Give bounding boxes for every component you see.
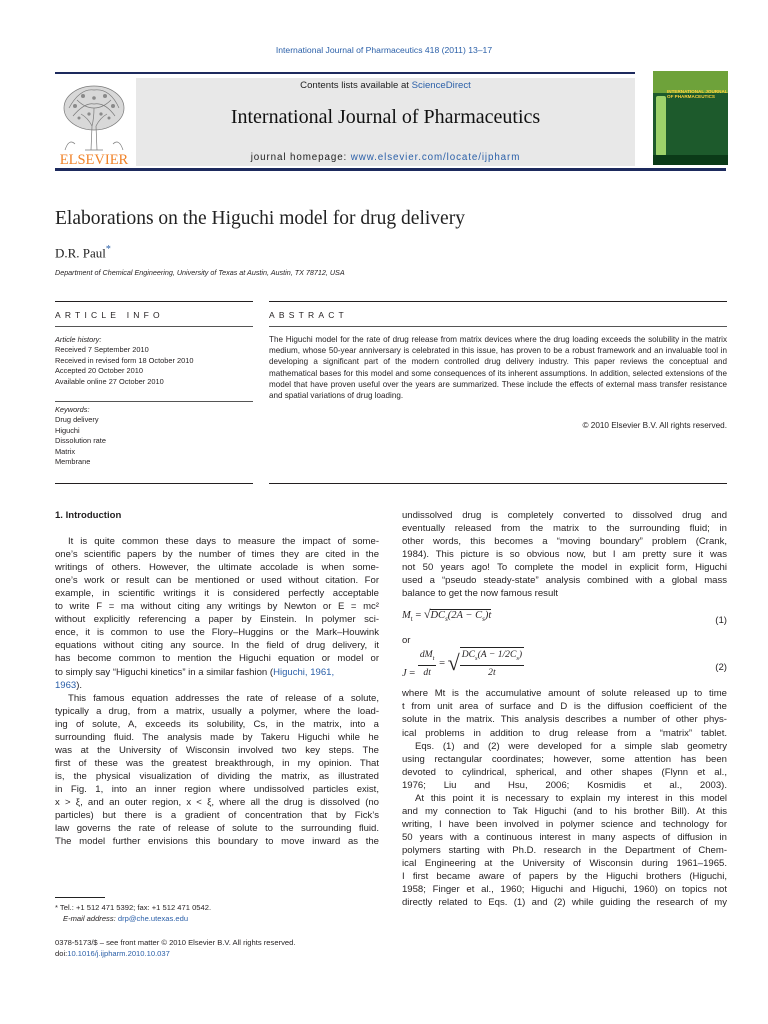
abstract-copyright: © 2010 Elsevier B.V. All rights reserved. xyxy=(582,421,727,430)
text-line: directly related to Eqs. (1) and (2) while guiding the research of my xyxy=(402,897,727,909)
history-item: Available online 27 October 2010 xyxy=(55,376,164,386)
text-line: It is quite common these days to measure the impact of some- xyxy=(68,536,379,548)
text-line: and my connection to Tak Higuchi (and to his brother Bill). At this xyxy=(402,805,727,817)
keywords xyxy=(55,405,253,467)
author-footnote xyxy=(55,903,211,924)
doi-link[interactable]: 10.1016/j.ijpharm.2010.10.037 xyxy=(67,949,170,958)
text-line: used a “pseudo steady-state” analysis combined with a global mass xyxy=(402,575,727,587)
text-line: example, in scientific writings it is considered perfectly acceptable xyxy=(55,588,379,600)
homepage-line xyxy=(136,152,635,163)
abstract-heading: ABSTRACT xyxy=(269,310,348,320)
author-email-link[interactable]: drp@che.utexas.edu xyxy=(117,913,189,923)
text-line: in Fig. 1, into an inner region where undissolved particles exist, xyxy=(55,783,379,795)
citation-link[interactable]: Higuchi, 1961, xyxy=(273,666,335,678)
equation-1: $M_t = √DC_s(2A - C_s)t$ (1) xyxy=(402,607,727,627)
paragraph-continued xyxy=(402,509,727,600)
text-line: 1984). This picture is so obvious now, but I am pretty sure it was xyxy=(402,549,727,561)
keyword: Membrane xyxy=(55,457,91,467)
paragraph-eqs-and-history xyxy=(402,687,727,909)
homepage-prefix: journal homepage: xyxy=(250,152,351,163)
paragraph-2 xyxy=(55,692,379,849)
article-info-heading: ARTICLE INFO xyxy=(55,310,164,320)
text-line: other words, this becomes a “moving boundary” problem (Crank, xyxy=(402,536,727,548)
citation-link[interactable]: 1963 xyxy=(55,679,77,691)
history-item: Received in revised form 18 October 2010 xyxy=(55,355,194,365)
email-label: E-mail address: xyxy=(63,913,118,923)
corresponding-author-mark[interactable]: * xyxy=(105,244,111,255)
cover-bottle-graphic xyxy=(656,96,666,156)
text-line: balance to get the now famous result xyxy=(402,588,559,600)
issn-line: 0378-5173/$ – see front matter © 2010 Elsevier B.V. All rights reserved. xyxy=(55,938,296,947)
journal-name: International Journal of Pharmaceutics xyxy=(230,106,541,128)
text-line: At this point it is necessary to explain my interest in this model xyxy=(415,792,727,804)
history-label: Article history: xyxy=(55,335,102,344)
article-info-rule xyxy=(55,301,253,302)
section-heading-introduction: 1. Introduction xyxy=(55,510,122,521)
history-item: Accepted 20 October 2010 xyxy=(55,366,143,376)
affiliation: Department of Chemical Engineering, University of Texas at Austin, Austin, TX 78712, USA xyxy=(55,268,345,277)
or-text: or xyxy=(402,635,411,647)
text-line: 1976; Liu and Hsu, 2006; Kosmidis et al., 2003). xyxy=(402,779,727,791)
text-line: ical problems in addition to drug release from a “matrix” tablet. xyxy=(402,727,727,739)
homepage-link[interactable]: www.elsevier.com/locate/ijpharm xyxy=(350,152,521,163)
footnote-contact: * Tel.: +1 512 471 5392; fax: +1 512 471 0542. xyxy=(55,903,212,912)
text-line: ical Engineering at the University of Wisconsin during 1961–1965. xyxy=(402,857,727,869)
text-line: equations without citing any source. In the field of drug delivery, it xyxy=(55,640,379,652)
text-line: not 50 years ago! To complete the model in explicit form, Higuchi xyxy=(402,562,727,574)
text-line: ing of solute, A, exceeds its solubility, Cs, in the matrix, into a xyxy=(55,718,379,730)
contents-line xyxy=(136,80,635,91)
text-line: was at the University of Wisconsin involved two key steps. The xyxy=(55,744,379,756)
text-line: undissolved drug is completely converted to dissolved drug and xyxy=(402,510,727,521)
header-rule-bottom xyxy=(55,168,726,171)
text-line: without explicitly referencing a paper by Einstein. In polymer sci- xyxy=(55,614,379,626)
text-line: one’s work or result can be mentioned or used without citation. For xyxy=(55,575,379,587)
text-line: t from unit area of surface and D is the diffusion coefficient of the xyxy=(402,701,727,713)
abstract-rule xyxy=(269,301,727,302)
elsevier-wordmark: ELSEVIER xyxy=(59,152,129,166)
journal-cover-thumbnail[interactable] xyxy=(653,71,728,165)
text-line: typically a drug, from a matrix, usually a polymer, where the load- xyxy=(55,705,379,717)
text-line: using rectangular coordinates; however, some attention has been xyxy=(402,753,727,765)
paragraph-1: It is quite common these days to measure the impact of some- one’s scientific papers by the number of times they are cited in the writings of others. However, the ultimate accolade is when some- one’s work or result can be mentioned or used without citation. For example, in scientific writings it is considered perfectly acceptable to write F = ma without citing any writings by Newton or E = mc² without explicitly referencing a paper by Einstein. In polymer sci- ence, it is common to use the Flory–Huggins or the Mark–Houwink equations without citing any source. In the field of drug delivery, it has become common to mention the Higuchi equation or model or to simply say “Higuchi kinetics” in a similar fashion (Higuchi, 1961, 1963). xyxy=(55,536,379,691)
text-line: devoted to cylindrical, spherical, and other shapes (Flynn et al., xyxy=(402,766,727,778)
text-line: polymers starting with Ph.D. research in the Department of Chem- xyxy=(402,844,727,856)
text-line: one’s scientific papers by the number of times they are cited in the xyxy=(55,549,379,561)
contents-prefix: Contents lists available at xyxy=(300,80,412,91)
text-line: This famous equation addresses the rate of release of a solute, xyxy=(68,692,379,704)
page-footer xyxy=(55,937,295,959)
text-line: law governs the rate of release of solute to the surrounding fluid. xyxy=(55,823,379,835)
text-line: solute in the matrix. This analysis describes a number of other phys- xyxy=(402,714,727,726)
equation-2: J = $\frac{dM_t}{dt}$ = √ $\frac{DC_s(A - 1/2C_s)}{2t}$ (2) xyxy=(402,648,727,679)
text-line: Eqs. (1) and (2) were developed for a simple slab geometry xyxy=(415,740,727,752)
text-line: surrounding fluid. The analysis made by Takeru Higuchi while he xyxy=(55,731,379,743)
body-column-left xyxy=(55,509,379,848)
keywords-label: Keywords: xyxy=(55,405,90,414)
text-line: is, the physical visualization of dividing the matrix, as illustrated xyxy=(55,770,379,782)
text-line: 1958; Finger et al., 1960; Higuchi and Higuchi, 1960) on topics not xyxy=(402,884,727,896)
text-line: ence, it is common to use the Flory–Huggins or the Mark–Houwink xyxy=(55,627,379,639)
abstract-text: The Higuchi model for the rate of drug release from matrix devices where the drug loading exceeds the solubility in the matrix medium, whose 50-year anniversary is celebrated in this issue, has proven to be a robust framework and an invaluable tool in developing a significant part of the modern controlled drug delivery industry. This paper reviews the conceptual and mathematical bases for this model and some consequences of its inherent assumptions. In addition, selected extensions of the model that have proven useful over the years are summarized. These include the effects of external mass transfer resistance and spatial variations of drug loading. xyxy=(269,335,727,401)
text-line: to simply say “Higuchi kinetics” in a similar fashion (Higuchi, 1961, xyxy=(55,666,335,678)
doi-label: doi: xyxy=(55,949,68,958)
keyword: Higuchi xyxy=(55,425,80,435)
sciencedirect-link[interactable]: ScienceDirect xyxy=(411,80,471,91)
text-line: to write F = ma without citing any writings by Newton or E = mc² xyxy=(55,601,379,613)
keyword: Drug delivery xyxy=(55,415,99,425)
text-line: x > ξ, and an outer region, x < ξ, where all the drug is dissolved (no xyxy=(55,796,379,808)
history-item: Received 7 September 2010 xyxy=(55,345,149,355)
text-line: where Mt is the accumulative amount of solute released up to time xyxy=(402,688,727,700)
journal-citation[interactable]: International Journal of Pharmaceutics 418 (2011) 13–17 xyxy=(275,45,493,55)
elsevier-tree-icon xyxy=(55,78,133,166)
elsevier-logo[interactable] xyxy=(55,78,133,166)
text-line: particles) but there is a gradient of concentration that by Fick’s xyxy=(55,810,379,822)
article-title: Elaborations on the Higuchi model for drug delivery xyxy=(55,208,465,229)
text-line: eventually released from the matrix to the surrounding fluid; in xyxy=(402,523,727,535)
equation-number[interactable]: (1) xyxy=(715,615,727,627)
article-history xyxy=(55,335,253,387)
text-line: writings of others. However, the ultimate accolade is when some- xyxy=(55,562,379,574)
text-line: The model further envisions this boundary to move inward as the xyxy=(55,836,379,848)
cover-title: INTERNATIONAL JOURNAL OF PHARMACEUTICS xyxy=(667,89,728,100)
text-line: has become common to mention the Higuchi equation or model or xyxy=(55,653,379,665)
text-line: 50 years with a continuous interest in many aspects of diffusion in xyxy=(402,831,727,843)
text-line: writing, I have been involved in polymer science and technology for xyxy=(402,818,727,830)
header-rule-top xyxy=(55,72,635,74)
keyword: Matrix xyxy=(55,446,76,456)
body-column-right xyxy=(402,509,727,909)
author-name[interactable]: D.R. Paul xyxy=(55,245,106,261)
keyword: Dissolution rate xyxy=(55,436,106,446)
text-line: I first became aware of papers by the Higuchi brothers (Higuchi, xyxy=(402,871,727,883)
author-line xyxy=(55,244,111,261)
equation-number[interactable]: (2) xyxy=(715,662,727,674)
text-line: first of these was the greatest breakthrough, in my opinion. That xyxy=(55,757,379,769)
